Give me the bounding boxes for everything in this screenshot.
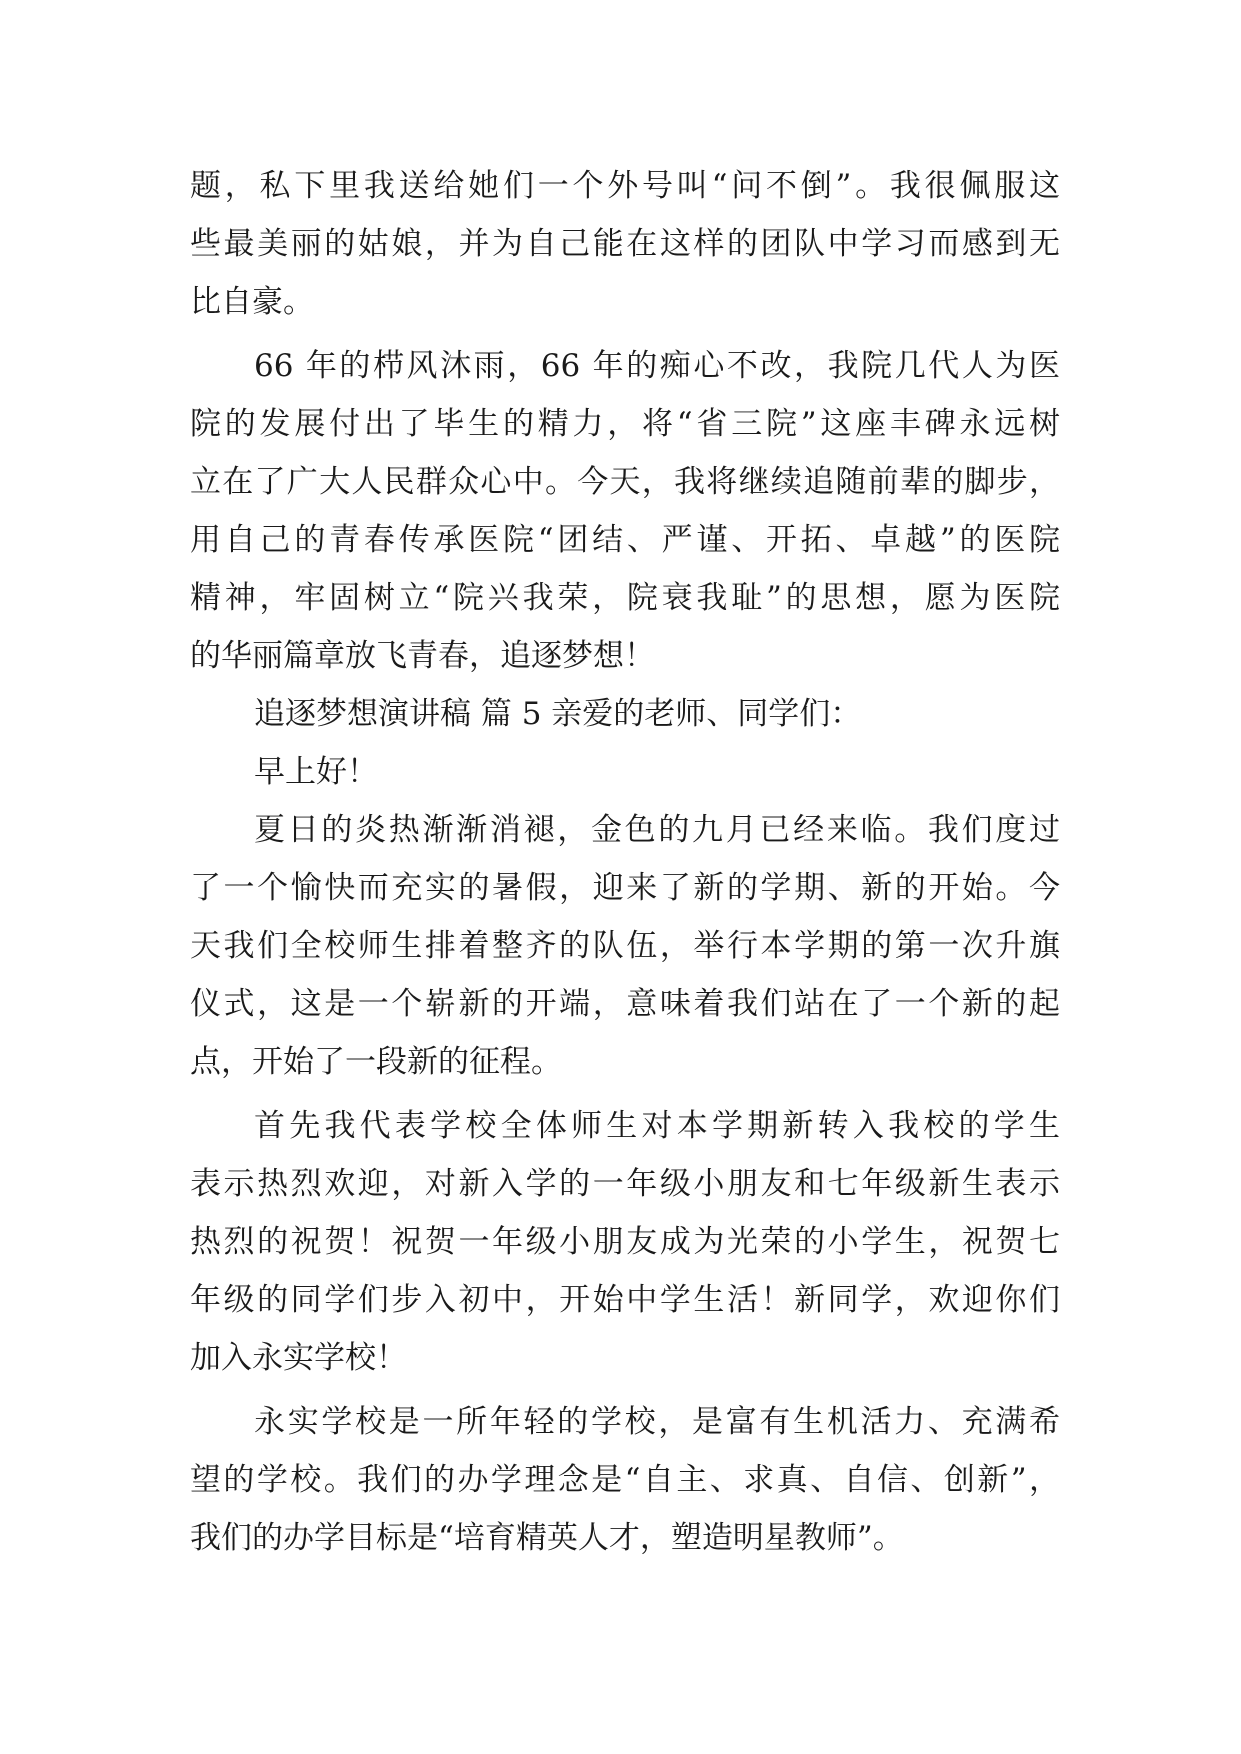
text-line: 立在了广大人民群众心中。今天，我将继续追随前辈的脚步， xyxy=(190,464,1060,500)
document-body xyxy=(190,157,1060,1567)
text-line: 比自豪。 xyxy=(190,284,314,320)
text-line: 加入永实学校！ xyxy=(190,1340,407,1376)
text-line: 的华丽篇章放飞青春，追逐梦想！ xyxy=(190,638,655,674)
text-line: 追逐梦想演讲稿 篇 5 亲爱的老师、同学们： xyxy=(254,696,862,732)
text-line: 66 年的栉风沐雨，66 年的痴心不改，我院几代人为医 xyxy=(254,348,1060,384)
text-line: 年级的同学们步入初中，开始中学生活！新同学，欢迎你们 xyxy=(190,1282,1060,1318)
text-line: 夏日的炎热渐渐消褪，金色的九月已经来临。我们度过 xyxy=(254,812,1060,848)
text-line: 热烈的祝贺！祝贺一年级小朋友成为光荣的小学生，祝贺七 xyxy=(190,1224,1060,1260)
text-line: 我们的办学目标是“培育精英人才，塑造明星教师”。 xyxy=(190,1520,904,1556)
text-line: 永实学校是一所年轻的学校，是富有生机活力、充满希 xyxy=(254,1404,1060,1440)
text-line: 首先我代表学校全体师生对本学期新转入我校的学生 xyxy=(254,1108,1060,1144)
text-line: 些最美丽的姑娘，并为自己能在这样的团队中学习而感到无 xyxy=(190,226,1060,262)
text-line: 点，开始了一段新的征程。 xyxy=(190,1044,562,1080)
text-line: 望的学校。我们的办学理念是“自主、求真、自信、创新”， xyxy=(190,1462,1060,1498)
text-line: 仪式，这是一个崭新的开端，意味着我们站在了一个新的起 xyxy=(190,986,1060,1022)
text-line: 题，私下里我送给她们一个外号叫“问不倒”。我很佩服这 xyxy=(190,168,1060,204)
text-line: 了一个愉快而充实的暑假，迎来了新的学期、新的开始。今 xyxy=(190,870,1060,906)
text-line: 表示热烈欢迎，对新入学的一年级小朋友和七年级新生表示 xyxy=(190,1166,1060,1202)
text-line: 院的发展付出了毕生的精力，将“省三院”这座丰碑永远树 xyxy=(190,406,1060,442)
text-line: 早上好！ xyxy=(254,754,378,790)
text-line: 用自己的青春传承医院“团结、严谨、开拓、卓越”的医院 xyxy=(190,522,1060,558)
text-line: 精神，牢固树立“院兴我荣，院衰我耻”的思想，愿为医院 xyxy=(190,580,1060,616)
text-line: 天我们全校师生排着整齐的队伍，举行本学期的第一次升旗 xyxy=(190,928,1060,964)
